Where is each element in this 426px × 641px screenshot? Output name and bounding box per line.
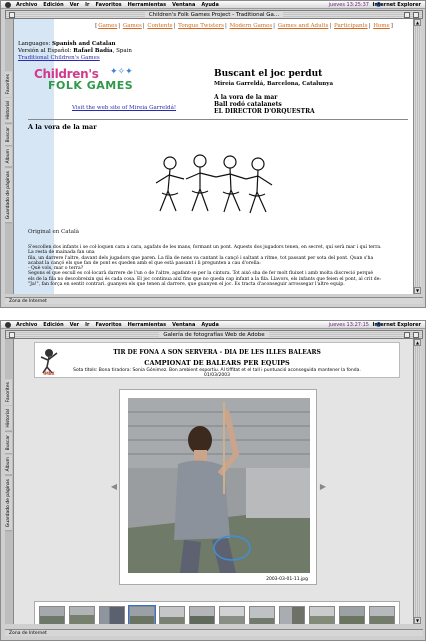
menu-ver[interactable]: Ver — [69, 1, 80, 8]
menu-archivo[interactable]: Archivo — [16, 321, 38, 328]
body-line: - Què vols, mar o terra? — [28, 266, 84, 272]
tab-buscar[interactable]: Buscar — [5, 124, 12, 146]
game-title: Buscant el joc perdut — [214, 69, 323, 79]
scroll-down-arrow-icon[interactable]: ▼ — [415, 618, 420, 623]
song-title-1: A la vora de la mar — [214, 94, 278, 101]
sling-thrower-photo — [128, 398, 310, 573]
zoom-box-icon[interactable] — [404, 12, 410, 18]
menu-archivo[interactable]: Archivo — [16, 1, 38, 8]
nav-link-games[interactable]: Games — [98, 23, 118, 29]
song-title-3: EL DIRECTOR D'ORQUESTRA — [214, 108, 315, 115]
logo-text-line1: Children's — [34, 67, 99, 81]
menu-favoritos[interactable]: Favoritos — [95, 321, 122, 328]
gallery-header — [34, 342, 400, 378]
tab-favorites[interactable]: Favorites — [5, 71, 12, 98]
scroll-down-arrow-icon[interactable]: ▼ — [415, 288, 420, 293]
thumbnail[interactable] — [369, 606, 395, 624]
menubar — [1, 321, 425, 329]
thumbnail[interactable] — [159, 606, 185, 624]
zoom-box-icon[interactable] — [404, 332, 410, 338]
body-line: fila, un darrere l'altre, davant dels jugadors que paren. La fila de nens va cantant la cançó i saltant a rítme, tot passant per sota del pont. Quan s'ha — [28, 255, 374, 261]
nav-link-home[interactable]: Home — [373, 23, 390, 29]
badge-label: IMEX — [43, 371, 55, 376]
thumbnail[interactable] — [99, 606, 125, 624]
application-menu[interactable]: Internet Explorer — [372, 2, 421, 8]
thumbnail[interactable] — [309, 606, 335, 624]
version-label: Versión al Español: — [18, 48, 72, 54]
menu-ventana[interactable]: Ventana — [172, 1, 196, 8]
tab-historial[interactable]: Historial — [5, 98, 12, 124]
logo-text-line2: FOLK GAMES — [48, 79, 134, 92]
nav-link-games-and-adults[interactable]: Games and Adults — [277, 23, 329, 29]
menubar — [1, 1, 425, 9]
screenshot-adobe-photo-gallery — [0, 320, 426, 641]
explorer-bar-tabs — [5, 19, 14, 294]
menubar-clock[interactable]: jueves 13:27:15 — [328, 322, 369, 328]
childrens-folk-games-logo — [34, 67, 149, 93]
traditional-games-link[interactable]: Traditional Children's Games — [18, 55, 100, 61]
thumbnail[interactable] — [279, 606, 305, 624]
close-box-icon[interactable] — [9, 12, 15, 18]
nav-link-modern-games[interactable]: Modern Games — [229, 23, 273, 29]
thumbnail[interactable] — [189, 606, 215, 624]
nav-link-contents[interactable]: Contents — [147, 23, 173, 29]
section-heading: A la vora de la mar — [28, 123, 97, 131]
menubar-clock[interactable]: jueves 13:25:37 — [328, 2, 369, 8]
game-description — [28, 245, 400, 287]
vertical-scrollbar[interactable] — [413, 19, 421, 294]
visit-website-link[interactable]: Visit the web site of Mireia Garreldá! — [72, 105, 177, 111]
top-nav: [Games| Games| Contents| Tongue Twisters| Modern Games| Games and Adults| Participants| Home] — [95, 23, 393, 29]
thumbnail-strip — [34, 601, 400, 624]
main-photo-frame — [119, 389, 317, 585]
menu-ir[interactable]: Ir — [85, 1, 90, 8]
body-line: La resta de mainada fan una — [28, 250, 95, 256]
menu-herramientas[interactable]: Herramientas — [127, 321, 167, 328]
gallery-title: TIR DE FONA A SON SERVERA - DIA DE LES ILLES BALEARS — [113, 349, 321, 356]
apple-menu-icon[interactable] — [5, 2, 11, 8]
thumbnail[interactable] — [249, 606, 275, 624]
tab-buscar[interactable]: Buscar — [5, 432, 12, 454]
menu-edicion[interactable]: Edición — [43, 321, 64, 328]
languages-label: Languages: — [18, 41, 51, 47]
tab-historial[interactable]: Historial — [5, 406, 12, 432]
menu-herramientas[interactable]: Herramientas — [127, 1, 167, 8]
original-label: Original en Català — [28, 229, 80, 235]
application-menu[interactable]: Internet Explorer — [372, 322, 421, 328]
collapse-box-icon[interactable] — [413, 12, 419, 18]
nav-link-participants[interactable]: Participants — [334, 23, 368, 29]
menu-ventana[interactable]: Ventana — [172, 321, 196, 328]
menu-favoritos[interactable]: Favoritos — [95, 1, 122, 8]
nav-link-games-2[interactable]: Games — [122, 23, 142, 29]
thumbnail[interactable] — [219, 606, 245, 624]
version-line — [18, 48, 132, 54]
menu-ayuda[interactable]: Ayuda — [201, 1, 219, 8]
tab-album[interactable]: Álbum — [5, 146, 12, 167]
thumbnail[interactable] — [339, 606, 365, 624]
tab-album[interactable]: Álbum — [5, 454, 12, 475]
version-country: , Spain — [112, 48, 132, 54]
window-titlebar[interactable] — [5, 330, 423, 339]
author-line: Mireia Garreldá, Barcelona, Catalunya — [214, 81, 334, 87]
photo-filename: 2003-03-01-11.jpg — [266, 577, 308, 582]
body-line: "Ja!", fan força en sentit contrari. guanyen els que tenen al darrere, que guanyen el joc. Es tracta d'aconseguir arrossegar l'altre equip. — [28, 282, 345, 288]
window-title: Children's Folk Games Project - Traditional Ga... — [145, 12, 283, 18]
scroll-up-arrow-icon[interactable]: ▲ — [415, 340, 420, 345]
menu-edicion[interactable]: Edición — [43, 1, 64, 8]
gallery-date: 01/03/2003 — [204, 373, 230, 378]
gallery-content — [14, 339, 415, 624]
version-value: Rafael Badía — [73, 48, 113, 54]
menu-ayuda[interactable]: Ayuda — [201, 321, 219, 328]
tab-guardado[interactable]: Guardado de páginas — [5, 476, 12, 531]
menu-ir[interactable]: Ir — [85, 321, 90, 328]
tab-favorites[interactable]: Favorites — [5, 379, 12, 406]
thumbnail[interactable] — [39, 606, 65, 624]
status-bar: Zona de Internet — [5, 629, 423, 636]
vertical-scrollbar[interactable] — [413, 339, 421, 624]
gallery-subtitle: CAMPIONAT DE BALEARS PER EQUIPS — [144, 359, 290, 367]
nav-link-tongue-twisters[interactable]: Tongue Twisters — [178, 23, 224, 29]
collapse-box-icon[interactable] — [413, 332, 419, 338]
scroll-up-arrow-icon[interactable]: ▲ — [415, 20, 420, 25]
status-bar: Zona de Internet — [5, 297, 423, 304]
main-photo[interactable] — [128, 398, 310, 573]
close-box-icon[interactable] — [9, 332, 15, 338]
menu-ver[interactable]: Ver — [69, 321, 80, 328]
previous-arrow-icon[interactable]: ◀ — [110, 482, 118, 491]
explorer-bar-tabs — [5, 339, 14, 624]
body-line: Segons el que escull es col·locarà darrere de l'un o de l'altre, agafant-se per la cintura. Tot això sha de fer molt fluixet i amb molta discreció perquè — [28, 271, 374, 277]
tab-guardado[interactable]: Guardado de páginas — [5, 168, 12, 223]
song-title-2: Ball rodó catalanets — [214, 101, 282, 108]
web-content — [14, 19, 415, 294]
window-title: Galería de fotografías Web de Adobe — [159, 332, 268, 338]
screenshot-children-folk-games — [0, 0, 426, 308]
next-arrow-icon[interactable]: ▶ — [319, 482, 327, 491]
body-line: els de la fila no descobreixin qui és cada cosa. El joc continua així fins que no queda cap infant a la fila. Llavors, els infants que feien el pont, al crit de: — [28, 276, 381, 282]
languages-value: Spanish and Catalan — [52, 41, 116, 47]
body-line: S'escollen dos infants i se col·loquen cara a cara, agafats de les mans, formant un pont. Aquests dos jugadors tenen, en secret, quí serà mar i quí terra. — [28, 245, 382, 250]
thumbnail[interactable] — [69, 606, 95, 624]
body-line: acabat la cançó els que fan de pont es queden amb el que està passant i li pregunten a cau d'orella: — [28, 260, 261, 266]
children-sketch-illustration — [150, 149, 278, 221]
dancers-icon: ✦✧✦ — [110, 67, 133, 77]
thumbnail-selected[interactable] — [129, 606, 155, 624]
divider — [28, 119, 408, 120]
languages-line — [18, 41, 116, 47]
apple-menu-icon[interactable] — [5, 322, 11, 328]
gallery-description: Sota títols: Bona tiradora: Sonia Gónimez. Bon ambient esportiu. Al tiffitat et el tall i puntuació aconseguida mantener la fonda. — [73, 368, 361, 373]
window-titlebar[interactable] — [5, 10, 423, 19]
